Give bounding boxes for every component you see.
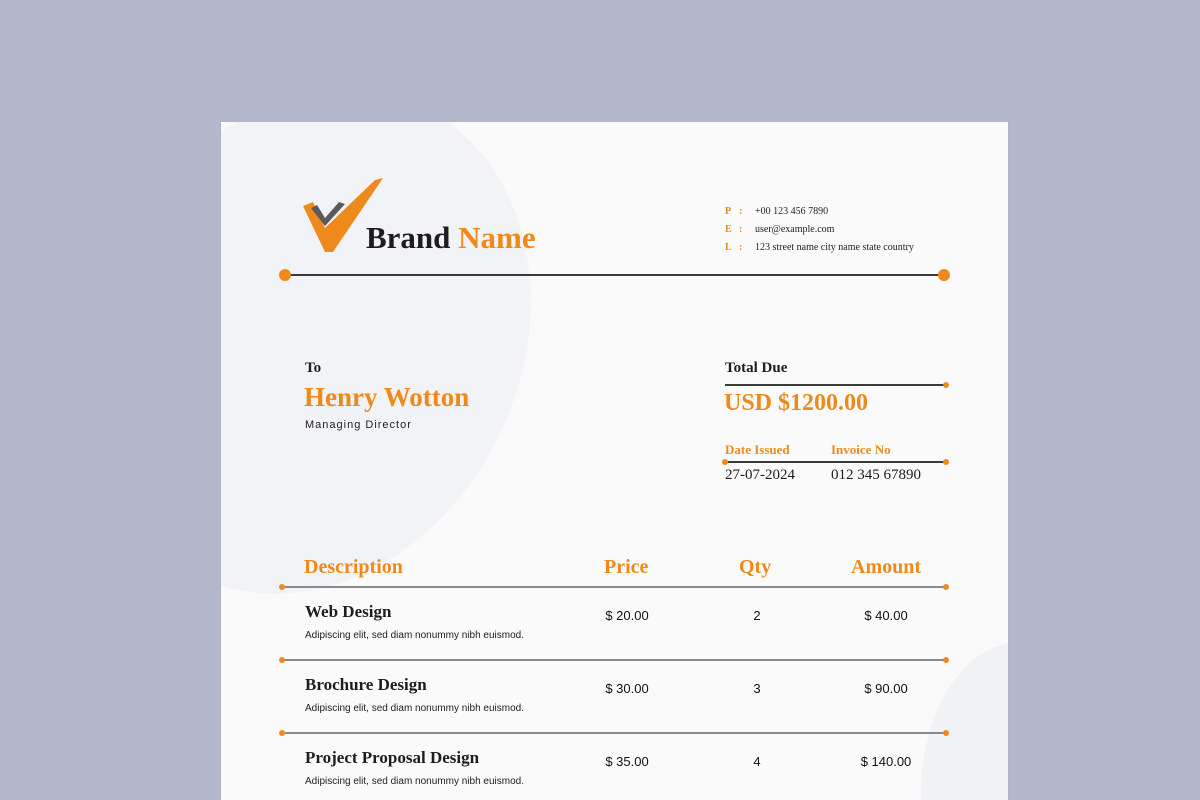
date-issued-label: Date Issued bbox=[725, 442, 790, 457]
divider-dot bbox=[279, 584, 285, 590]
divider-dot bbox=[279, 269, 291, 281]
invoice-no-label: Invoice No bbox=[831, 442, 891, 457]
item-qty: 3 bbox=[753, 681, 761, 696]
brand-name-part2: Name bbox=[458, 220, 536, 255]
item-amount: $ 40.00 bbox=[864, 608, 908, 623]
item-qty: 2 bbox=[753, 608, 761, 623]
contact-key: P bbox=[725, 206, 732, 217]
item-price: $ 35.00 bbox=[605, 754, 649, 769]
divider-dot bbox=[279, 657, 285, 663]
item-title: Web Design bbox=[305, 602, 392, 621]
background-shape bbox=[921, 642, 1008, 800]
brand-name-part1: Brand bbox=[366, 220, 451, 255]
column-header-price: Price bbox=[604, 556, 649, 578]
invoice-no-value: 012 345 67890 bbox=[831, 467, 921, 483]
column-header-qty: Qty bbox=[739, 556, 772, 578]
column-header-amount: Amount bbox=[851, 556, 922, 578]
item-amount: $ 90.00 bbox=[864, 681, 908, 696]
brand-name bbox=[366, 220, 536, 256]
item-price: $ 20.00 bbox=[605, 608, 649, 623]
item-qty: 4 bbox=[753, 754, 761, 769]
meta-divider bbox=[725, 461, 947, 463]
contact-email: E : user@example.com bbox=[725, 224, 835, 235]
item-description: Adipiscing elit, sed diam nonummy nibh euismod. bbox=[305, 630, 524, 641]
contact-location: L : 123 street name city name state country bbox=[725, 242, 914, 253]
column-header-description: Description bbox=[304, 556, 403, 578]
total-divider bbox=[725, 384, 947, 386]
contact-phone: P : +00 123 456 7890 bbox=[725, 206, 829, 217]
client-name: Henry Wotton bbox=[304, 382, 470, 412]
divider-dot bbox=[279, 730, 285, 736]
item-amount: $ 140.00 bbox=[860, 754, 912, 769]
table-header-divider bbox=[283, 586, 947, 588]
item-description: Adipiscing elit, sed diam nonummy nibh euismod. bbox=[305, 703, 524, 714]
divider-dot bbox=[722, 459, 728, 465]
client-role: Managing Director bbox=[305, 419, 412, 431]
item-title: Project Proposal Design bbox=[305, 748, 480, 767]
divider-dot bbox=[943, 584, 949, 590]
header-divider bbox=[285, 274, 945, 276]
row-divider bbox=[283, 659, 947, 661]
total-due-label: Total Due bbox=[725, 360, 788, 376]
to-label: To bbox=[305, 360, 322, 376]
contact-key: L bbox=[725, 242, 732, 253]
contact-key: E bbox=[725, 224, 732, 235]
item-title: Brochure Design bbox=[305, 675, 427, 694]
contact-value: +00 123 456 7890 bbox=[755, 206, 829, 217]
total-due-value: USD $1200.00 bbox=[724, 390, 869, 416]
item-description: Adipiscing elit, sed diam nonummy nibh euismod. bbox=[305, 776, 524, 787]
contact-value: user@example.com bbox=[755, 224, 835, 235]
divider-dot bbox=[943, 657, 949, 663]
date-issued-value: 27-07-2024 bbox=[725, 467, 795, 483]
item-price: $ 30.00 bbox=[605, 681, 649, 696]
divider-dot bbox=[938, 269, 950, 281]
invoice-page bbox=[221, 122, 1008, 800]
divider-dot bbox=[943, 730, 949, 736]
divider-dot bbox=[943, 459, 949, 465]
contact-value: 123 street name city name state country bbox=[755, 242, 914, 253]
divider-dot bbox=[943, 382, 949, 388]
row-divider bbox=[283, 732, 947, 734]
